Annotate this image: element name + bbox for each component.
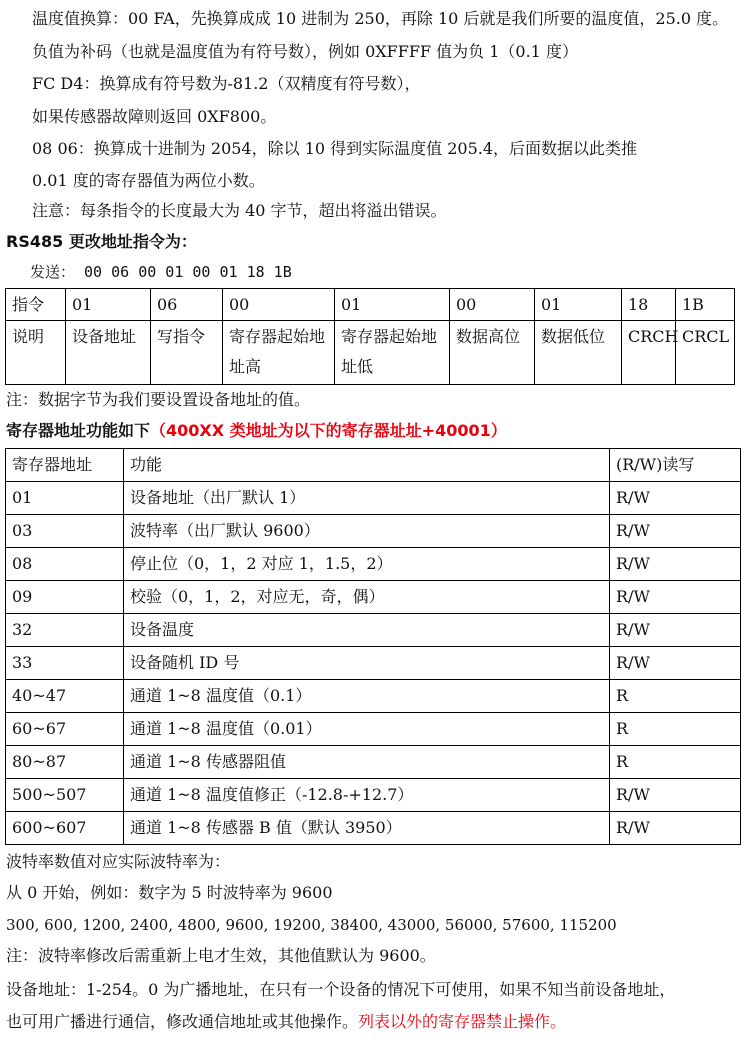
- register-address: 03: [6, 515, 124, 548]
- register-address: 33: [6, 647, 124, 680]
- table-row: [6, 779, 741, 812]
- table-row: [6, 680, 741, 713]
- register-address: 500~507: [6, 779, 124, 812]
- baud-line-2: 从 0 开始，例如：数字为 5 时波特率为 9600: [6, 883, 333, 902]
- cmd-cell: 指令: [6, 289, 66, 321]
- register-address: 600~607: [6, 812, 124, 845]
- register-function: 停止位（0，1，2 对应 1，1.5，2）: [124, 548, 610, 581]
- register-rw: R: [610, 713, 741, 746]
- register-heading-note: （400XX 类地址为以下的寄存器址址+40001）: [150, 421, 507, 440]
- register-rw: R/W: [610, 779, 741, 812]
- register-function: 设备温度: [124, 614, 610, 647]
- cmd-desc-cell: 寄存器起始地址低: [335, 321, 450, 385]
- cmd-desc-cell: CRCL: [676, 321, 735, 385]
- register-rw: R/W: [610, 581, 741, 614]
- rs485-heading: RS485 更改地址指令为：: [6, 232, 197, 251]
- intro-line-5: 08 06：换算成十进制为 2054，除以 10 得到实际温度值 205.4，后面数据以此类推: [32, 139, 638, 158]
- register-rw: R/W: [610, 548, 741, 581]
- register-address: 40~47: [6, 680, 124, 713]
- register-rw: R: [610, 746, 741, 779]
- cmd-desc-cell: CRCH: [622, 321, 676, 385]
- cmd-desc-cell: 寄存器起始地址高: [223, 321, 335, 385]
- register-header-row: [6, 449, 741, 482]
- intro-line-2: 负值为补码（也就是温度值为有符号数），例如 0XFFFF 值为负 1（0.1 度）: [32, 42, 578, 61]
- register-rw: R/W: [610, 614, 741, 647]
- rs485-send: 发送： 00 06 00 01 00 01 18 1B: [30, 263, 292, 281]
- register-heading: [6, 421, 507, 441]
- intro-line-1: 温度值换算：00 FA，先换算成成 10 进制为 250，再除 10 后就是我们所要的温度值，25.0 度。: [32, 9, 729, 28]
- register-rw: R: [610, 680, 741, 713]
- cmd-desc-cell: 设备地址: [66, 321, 151, 385]
- baud-note: 注：波特率修改后需重新上电才生效，其他值默认为 9600。: [6, 946, 436, 965]
- table-row: [6, 746, 741, 779]
- register-rw: R/W: [610, 812, 741, 845]
- header-rw: (R/W)读写: [610, 449, 741, 482]
- intro-line-3: FC D4：换算成有符号数为-81.2（双精度有符号数），: [32, 74, 421, 93]
- cmd-cell: 00: [450, 289, 535, 321]
- cmd-cell: 01: [535, 289, 622, 321]
- register-function: 设备地址（出厂默认 1）: [124, 482, 610, 515]
- table-row: [6, 647, 741, 680]
- rs485-note: 注：数据字节为我们要设置设备地址的值。: [6, 390, 311, 409]
- cmd-desc-cell: 数据高位: [450, 321, 535, 385]
- baud-line-1: 波特率数值对应实际波特率为：: [6, 852, 231, 871]
- address-line-1: 设备地址：1-254。0 为广播地址，在只有一个设备的情况下可使用，如果不知当前设备地址，: [6, 980, 676, 999]
- register-address: 08: [6, 548, 124, 581]
- command-table: [5, 288, 735, 385]
- register-function: 通道 1~8 温度值（0.1）: [124, 680, 610, 713]
- table-row: [6, 548, 741, 581]
- address-line-2: [6, 1012, 566, 1032]
- table-row: [6, 614, 741, 647]
- register-rw: R/W: [610, 515, 741, 548]
- cmd-cell: 01: [335, 289, 450, 321]
- header-function: 功能: [124, 449, 610, 482]
- header-address: 寄存器地址: [6, 449, 124, 482]
- register-function: 设备随机 ID 号: [124, 647, 610, 680]
- intro-line-6: 0.01 度的寄存器值为两位小数。: [32, 171, 265, 190]
- command-row-hex: [6, 289, 735, 321]
- register-table: [5, 448, 741, 845]
- register-function: 通道 1~8 温度值修正（-12.8-+12.7）: [124, 779, 610, 812]
- command-row-desc: [6, 321, 735, 385]
- forbidden-warning: 列表以外的寄存器禁止操作。: [358, 1012, 567, 1031]
- table-row: [6, 812, 741, 845]
- cmd-cell: 06: [151, 289, 223, 321]
- table-row: [6, 713, 741, 746]
- register-address: 01: [6, 482, 124, 515]
- table-row: [6, 515, 741, 548]
- cmd-desc-cell: 写指令: [151, 321, 223, 385]
- register-function: 通道 1~8 传感器 B 值（默认 3950）: [124, 812, 610, 845]
- register-function: 通道 1~8 温度值（0.01）: [124, 713, 610, 746]
- cmd-cell: 1B: [676, 289, 735, 321]
- register-address: 60~67: [6, 713, 124, 746]
- register-function: 波特率（出厂默认 9600）: [124, 515, 610, 548]
- table-row: [6, 482, 741, 515]
- intro-note: 注意：每条指令的长度最大为 40 字节，超出将溢出错误。: [32, 201, 447, 220]
- cmd-cell: 01: [66, 289, 151, 321]
- register-address: 09: [6, 581, 124, 614]
- cmd-cell: 00: [223, 289, 335, 321]
- table-row: [6, 581, 741, 614]
- cmd-desc-cell: 说明: [6, 321, 66, 385]
- cmd-desc-cell: 数据低位: [535, 321, 622, 385]
- register-function: 通道 1~8 传感器阻值: [124, 746, 610, 779]
- register-rw: R/W: [610, 482, 741, 515]
- cmd-cell: 18: [622, 289, 676, 321]
- intro-line-4: 如果传感器故障则返回 0XF800。: [32, 107, 277, 126]
- register-rw: R/W: [610, 647, 741, 680]
- baud-values: 300, 600, 1200, 2400, 4800, 9600, 19200, 38400, 43000, 56000, 57600, 115200: [6, 916, 617, 934]
- register-function: 校验（0，1，2，对应无，奇，偶）: [124, 581, 610, 614]
- register-address: 80~87: [6, 746, 124, 779]
- register-address: 32: [6, 614, 124, 647]
- address-line-2-text: 也可用广播进行通信，修改通信地址或其他操作。: [6, 1012, 359, 1031]
- register-heading-text: 寄存器地址功能如下: [6, 421, 151, 440]
